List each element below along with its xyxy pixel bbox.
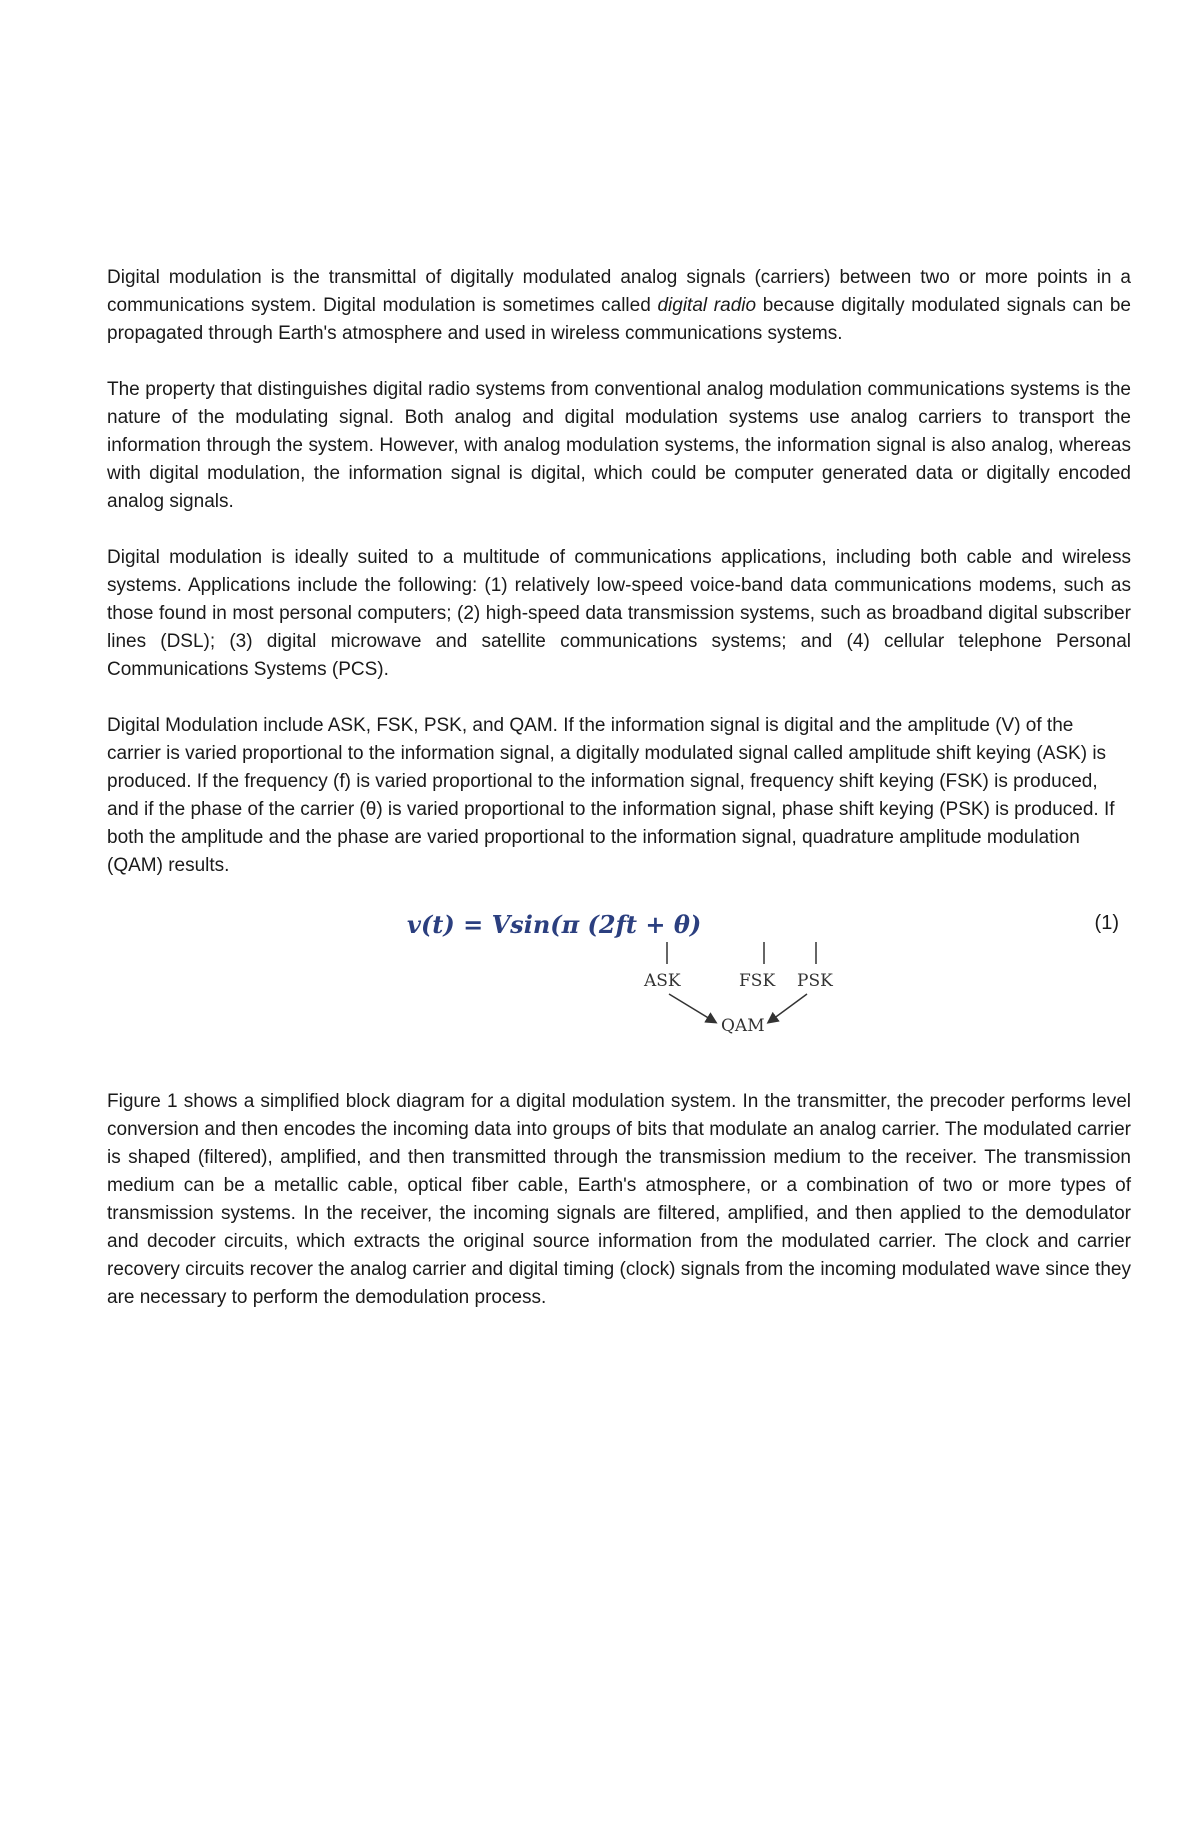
paragraph-intro-italic: digital radio — [657, 295, 757, 316]
fsk-label: FSK — [739, 971, 776, 991]
paragraph-intro-text-a: Digital modulation is the transmittal of digitally modulated analog signals (carriers) between two or more points in a communications system. Digital modulation is sometimes called — [107, 267, 1131, 316]
document-page — [107, 264, 1131, 1340]
paragraph-intro — [107, 264, 1131, 348]
paragraph-modulation-types: Digital Modulation include ASK, FSK, PSK, and QAM. If the information signal is digital and the amplitude (V) of the carrier is varied proportional to the information signal, a digitally modulated signal called amplitude shift keying (ASK) is produced. If the frequency (f) is varied proportional to the information signal, frequency shift keying (FSK) is produced, and if the phase of the carrier (θ) is varied proportional to the information signal, phase shift keying (PSK) is produced. If both the amplitude and the phase are varied proportional to the information signal, quadrature amplitude modulation (QAM) results. — [107, 715, 1115, 876]
paragraph-property: The property that distinguishes digital radio systems from conventional analog modulation communications systems is the nature of the modulating signal. Both analog and digital modulation systems use analog carriers to transport the information through the system. However, with analog modulation systems, the information signal is also analog, whereas with digital modulation, the information signal is digital, which could be computer generated data or digitally encoded analog signals. — [107, 379, 1131, 512]
paragraph-intro-text-b: because digitally modulated signals can be propagated through Earth's atmosphere and used in wireless communications systems. — [107, 295, 1131, 344]
paragraph-figure-description: Figure 1 shows a simplified block diagram for a digital modulation system. In the transmitter, the precoder performs level conversion and then encodes the incoming data into groups of bits that modulate an analog carrier. The modulated carrier is shaped (filtered), amplified, and then transmitted through the transmission medium to the receiver. The transmission medium can be a metallic cable, optical fiber cable, Earth's atmosphere, or a combination of two or more types of transmission systems. In the receiver, the incoming signals are filtered, amplified, and then applied to the demodulator and decoder circuits, which extracts the original source information from the modulated carrier. The clock and carrier recovery circuits recover the analog carrier and digital timing (clock) signals from the incoming modulated wave since they are necessary to perform the demodulation process. — [107, 1091, 1131, 1308]
psk-to-qam-arrow — [769, 994, 807, 1022]
equation-number: (1) — [1094, 912, 1119, 934]
paragraph-applications: Digital modulation is ideally suited to a multitude of communications applications, including both cable and wireless systems. Applications include the following: (1) relatively low-speed voice-band data communications modems, such as those found in most personal computers; (2) high-speed data transmission systems, such as broadband digital subscriber lines (DSL); (3) digital microwave and satellite communications systems; and (4) cellular telephone Personal Communications Systems (PCS). — [107, 547, 1131, 680]
modulation-diagram — [507, 938, 847, 1058]
qam-label: QAM — [721, 1016, 765, 1036]
psk-label: PSK — [797, 971, 833, 991]
equation-expression: v(t) = Vsin(π (2ft + θ) — [407, 910, 702, 939]
ask-label: ASK — [644, 971, 681, 991]
ask-to-qam-arrow — [669, 994, 715, 1022]
equation-figure — [107, 908, 1131, 1058]
